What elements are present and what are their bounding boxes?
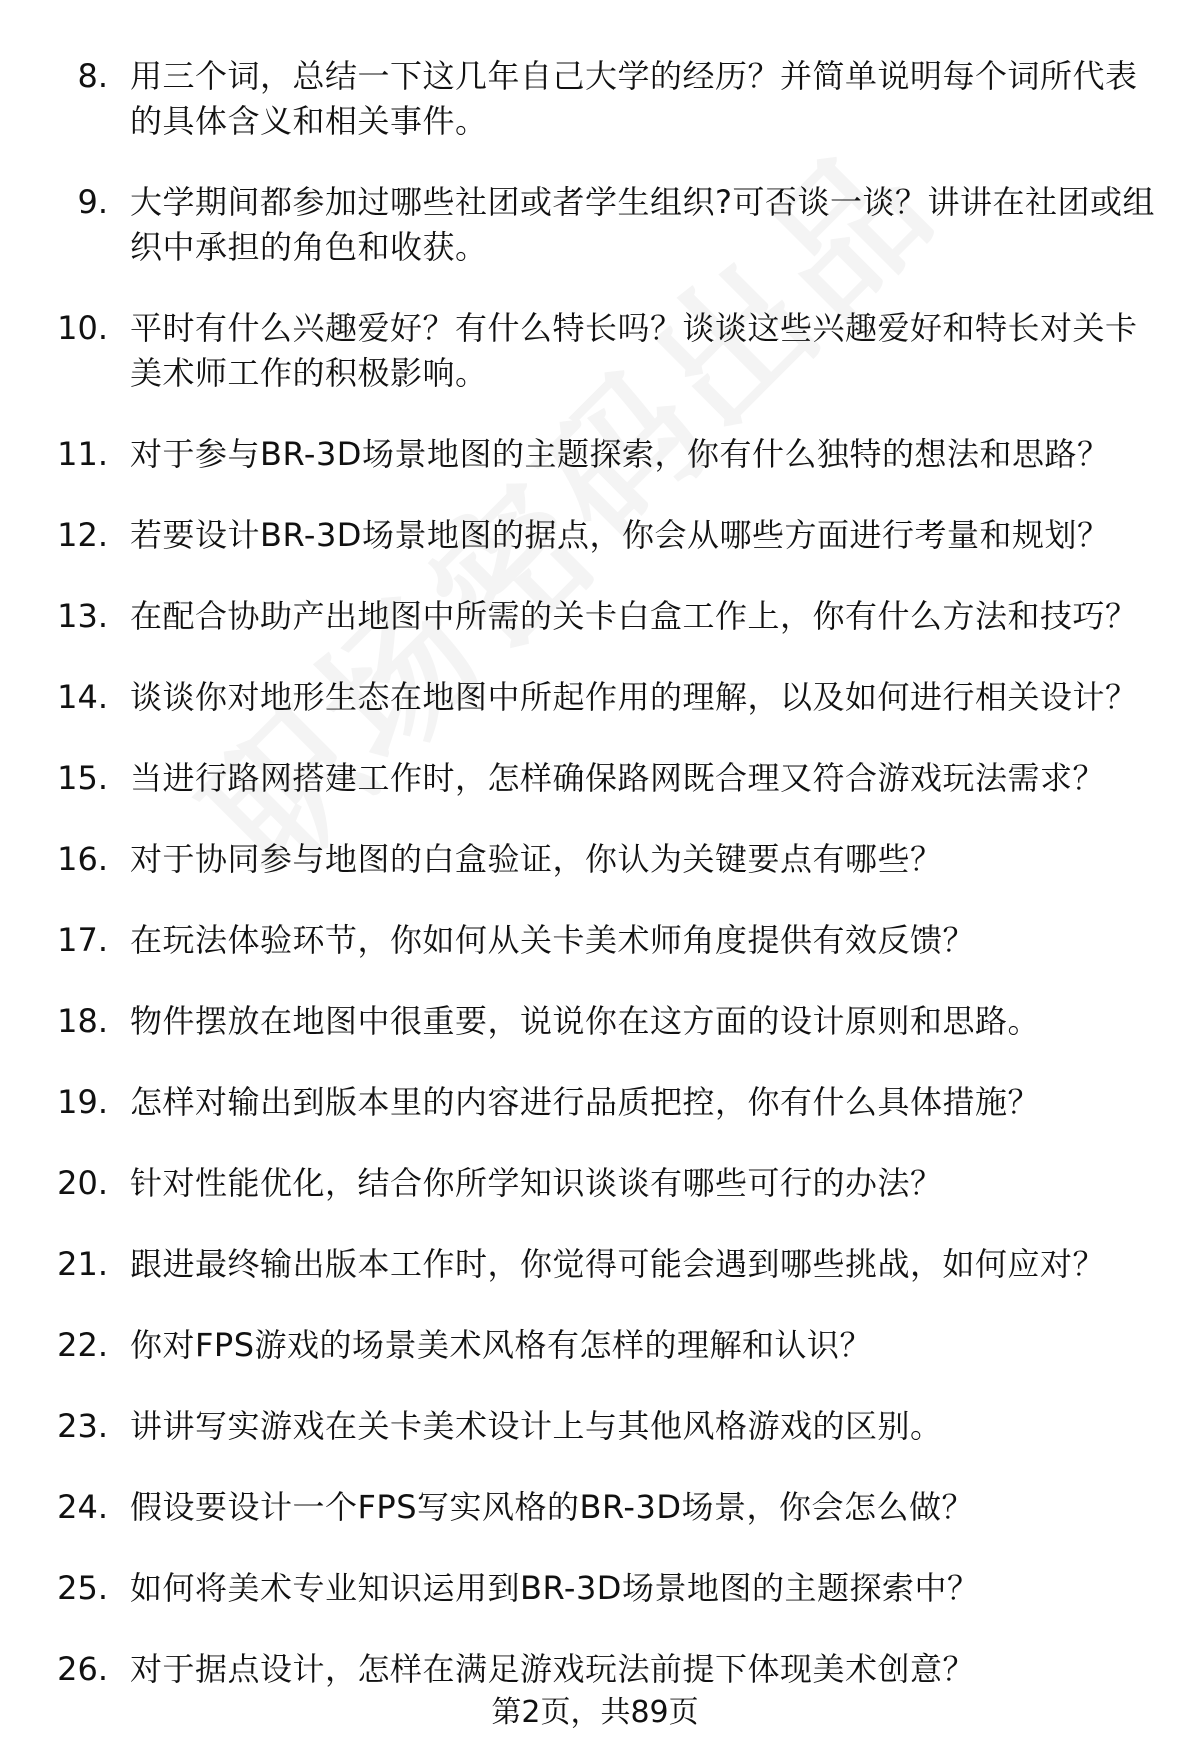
question-number: 16. — [57, 840, 108, 878]
question-item — [0, 756, 1190, 801]
question-item — [0, 180, 1190, 270]
question-number: 17. — [57, 921, 108, 959]
question-text: 你对FPS游戏的场景美术风格有怎样的理解和认识？ — [130, 1326, 873, 1364]
question-item — [0, 1080, 1190, 1125]
question-text: 谈谈你对地形生态在地图中所起作用的理解，以及如何进行相关设计？ — [130, 678, 1138, 716]
question-item — [0, 675, 1190, 720]
question-number: 9. — [77, 183, 108, 221]
question-text: 跟进最终输出版本工作时，你觉得可能会遇到哪些挑战，如何应对？ — [130, 1245, 1106, 1283]
question-number: 24. — [57, 1488, 108, 1526]
question-number: 10. — [57, 309, 108, 347]
question-number: 8. — [77, 57, 108, 95]
question-item — [0, 837, 1190, 882]
question-text: 在玩法体验环节，你如何从关卡美术师角度提供有效反馈？ — [130, 921, 976, 959]
question-text: 大学期间都参加过哪些社团或者学生组织?可否谈一谈？讲讲在社团或组织中承担的角色和收获。 — [130, 183, 1155, 266]
question-number: 26. — [57, 1650, 108, 1688]
question-number: 13. — [57, 597, 108, 635]
question-text: 在配合协助产出地图中所需的关卡白盒工作上，你有什么方法和技巧？ — [130, 597, 1138, 635]
question-item — [0, 999, 1190, 1044]
question-item — [0, 918, 1190, 963]
question-item — [0, 306, 1190, 396]
question-text: 如何将美术专业知识运用到BR-3D场景地图的主题探索中？ — [130, 1569, 980, 1607]
question-item — [0, 513, 1190, 558]
question-number: 25. — [57, 1569, 108, 1607]
question-text: 平时有什么兴趣爱好？有什么特长吗？谈谈这些兴趣爱好和特长对关卡美术师工作的积极影响。 — [130, 309, 1138, 392]
question-number: 20. — [57, 1164, 108, 1202]
question-item — [0, 432, 1190, 477]
question-item — [0, 1323, 1190, 1368]
question-text: 讲讲写实游戏在关卡美术设计上与其他风格游戏的区别。 — [130, 1407, 943, 1445]
question-text: 对于据点设计，怎样在满足游戏玩法前提下体现美术创意？ — [130, 1650, 976, 1688]
question-item — [0, 1404, 1190, 1449]
question-item — [0, 54, 1190, 144]
question-text: 用三个词，总结一下这几年自己大学的经历？并简单说明每个词所代表的具体含义和相关事件。 — [130, 57, 1138, 140]
page-number: 第2页，共89页 — [491, 1695, 699, 1730]
question-number: 12. — [57, 516, 108, 554]
question-text: 物件摆放在地图中很重要，说说你在这方面的设计原则和思路。 — [130, 1002, 1041, 1040]
question-text: 假设要设计一个FPS写实风格的BR-3D场景，你会怎么做？ — [130, 1488, 974, 1526]
question-number: 15. — [57, 759, 108, 797]
question-item — [0, 1566, 1190, 1611]
question-text: 当进行路网搭建工作时，怎样确保路网既合理又符合游戏玩法需求？ — [130, 759, 1106, 797]
question-number: 18. — [57, 1002, 108, 1040]
question-text: 对于协同参与地图的白盒验证，你认为关键要点有哪些？ — [130, 840, 943, 878]
question-list — [0, 54, 1190, 1728]
question-text: 怎样对输出到版本里的内容进行品质把控，你有什么具体措施？ — [130, 1083, 1041, 1121]
question-text: 针对性能优化，结合你所学知识谈谈有哪些可行的办法？ — [130, 1164, 943, 1202]
question-text: 若要设计BR-3D场景地图的据点，你会从哪些方面进行考量和规划？ — [130, 516, 1110, 554]
question-number: 11. — [57, 435, 108, 473]
question-item — [0, 1485, 1190, 1530]
question-number: 19. — [57, 1083, 108, 1121]
question-number: 23. — [57, 1407, 108, 1445]
question-number: 22. — [57, 1326, 108, 1364]
question-item — [0, 1161, 1190, 1206]
question-item — [0, 1242, 1190, 1287]
question-number: 14. — [57, 678, 108, 716]
question-item — [0, 594, 1190, 639]
question-number: 21. — [57, 1245, 108, 1283]
question-text: 对于参与BR-3D场景地图的主题探索，你有什么独特的想法和思路？ — [130, 435, 1110, 473]
question-item — [0, 1647, 1190, 1692]
